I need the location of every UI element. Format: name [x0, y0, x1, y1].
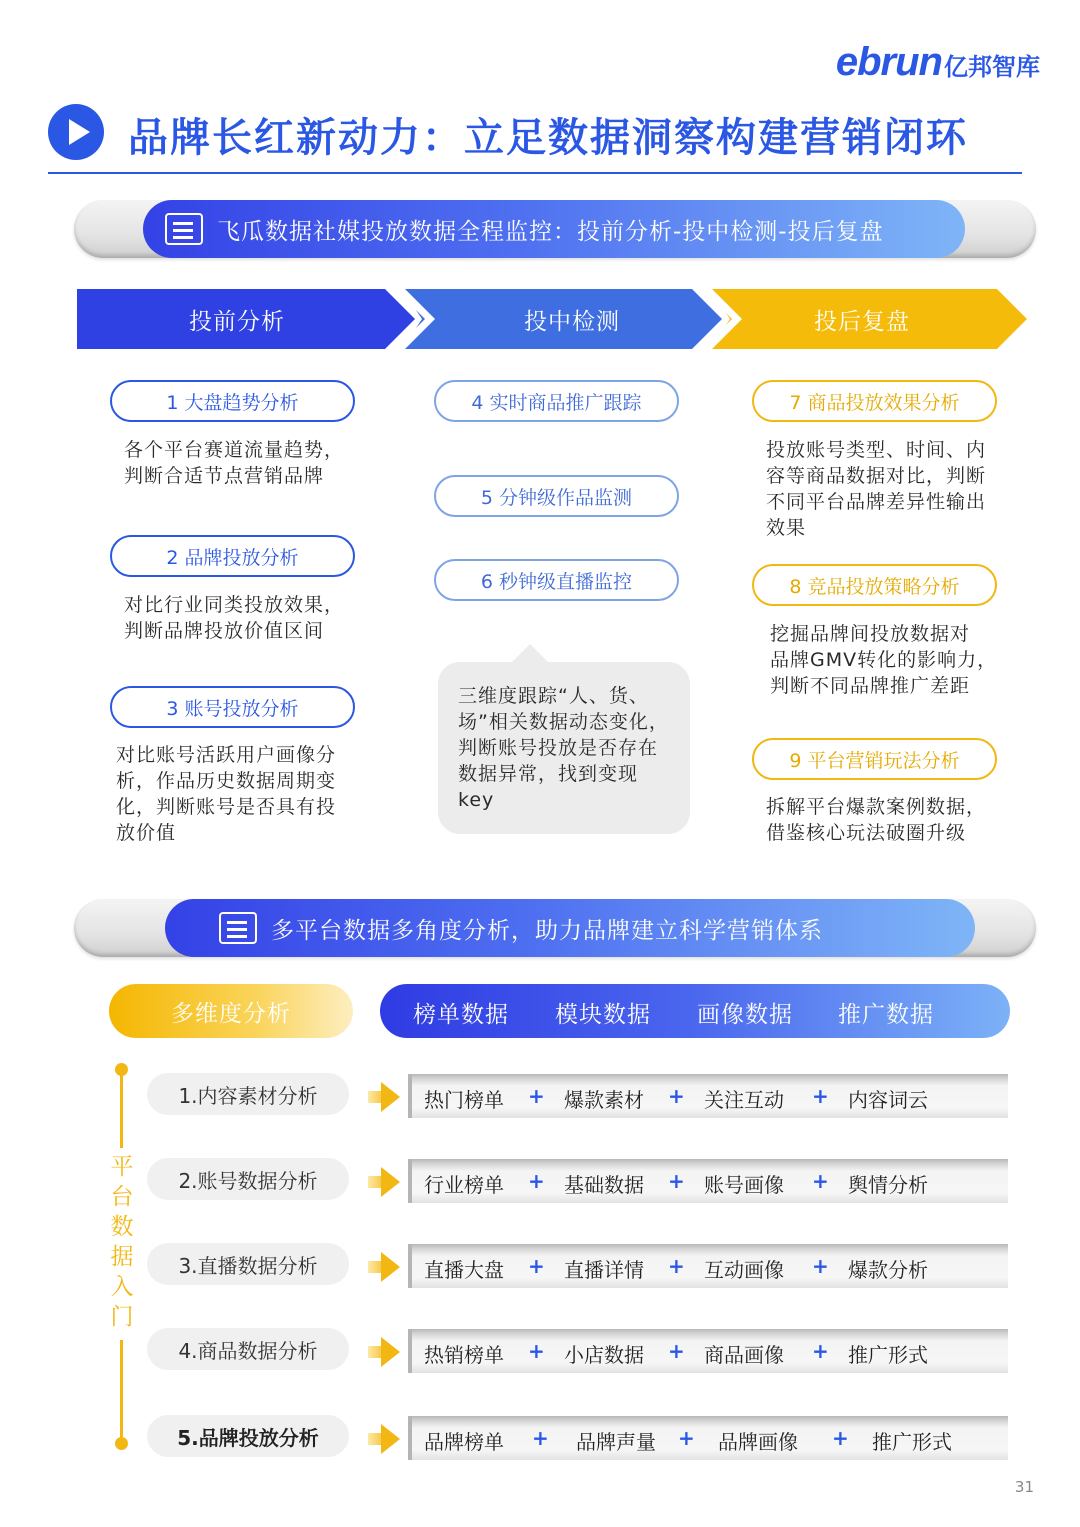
phase-flow [77, 289, 1027, 349]
row-2-items: 行业榜单 + 基础数据 + 账号画像 + 舆情分析 [408, 1159, 1008, 1203]
pre-item-3-pill: 3 账号投放分析 [110, 686, 355, 728]
multi-dimension-label: 多维度分析 [109, 984, 353, 1038]
pre-item-2-pill: 2 品牌投放分析 [110, 535, 355, 577]
logo-text-en: ebrun [835, 40, 942, 84]
phase-label-post: 投后复盘 [814, 308, 910, 335]
row-3-items: 直播大盘 + 直播详情 + 互动画像 + 爆款分析 [408, 1244, 1008, 1288]
row-5-items: 品牌榜单 + 品牌声量 + 品牌画像 + 推广形式 [408, 1416, 1008, 1460]
tab-promotion-data: 推广数据 [838, 1002, 934, 1028]
section1-banner [143, 200, 965, 258]
section2-banner [165, 899, 975, 957]
post-item-9-desc: 拆解平台爆款案例数据， 借鉴核心玩法破圈升级 [766, 796, 987, 844]
phase-label-mid: 投中检测 [524, 308, 620, 335]
arrow-right-icon [368, 1252, 402, 1282]
arrow-right-icon [368, 1082, 402, 1112]
pre-item-2-desc: 对比行业同类投放效果， 判断品牌投放价值区间 [124, 594, 345, 642]
section2-banner-text: 多平台数据多角度分析，助力品牌建立科学营销体系 [271, 917, 823, 944]
ebrun-logo [836, 40, 1040, 85]
row-3-label: 3.直播数据分析 [147, 1243, 349, 1285]
arrow-right-icon [368, 1424, 402, 1454]
arrow-right-icon [368, 1337, 402, 1367]
document-icon [165, 213, 203, 245]
row-2-label: 2.账号数据分析 [147, 1158, 349, 1200]
page-number: 31 [1014, 1478, 1034, 1496]
post-item-7-desc: 投放账号类型、时间、内 容等商品数据对比，判断 不同平台品牌差异性输出 效果 [766, 439, 987, 539]
axis-line-bottom [120, 1340, 123, 1440]
pre-item-1-pill: 1 大盘趋势分析 [110, 380, 355, 422]
play-icon [48, 104, 104, 160]
axis-label: 平 台 数 据 入 门 [110, 1154, 134, 1330]
row-5-label: 5.品牌投放分析 [147, 1415, 349, 1457]
tab-ranking-data: 榜单数据 [413, 1002, 509, 1028]
mid-item-5-pill: 5 分钟级作品监测 [434, 475, 679, 517]
mid-note-text: 三维度跟踪“人、货、 场”相关数据动态变化， 判断账号投放是否存在 数据异常，找到变现 key [458, 685, 669, 811]
mid-item-6-pill: 6 秒钟级直播监控 [434, 559, 679, 601]
post-item-9-pill: 9 平台营销玩法分析 [752, 738, 997, 780]
title-divider [48, 172, 1022, 174]
document-icon [219, 912, 257, 944]
row-1-label: 1.内容素材分析 [147, 1073, 349, 1115]
row-4-items: 热销榜单 + 小店数据 + 商品画像 + 推广形式 [408, 1329, 1008, 1373]
tab-portrait-data: 画像数据 [697, 1002, 793, 1028]
pre-item-1-desc: 各个平台赛道流量趋势， 判断合适节点营销品牌 [124, 439, 345, 487]
row-4-label: 4.商品数据分析 [147, 1328, 349, 1370]
post-item-8-pill: 8 竞品投放策略分析 [752, 564, 997, 606]
mid-item-4-pill: 4 实时商品推广跟踪 [434, 380, 679, 422]
row-1-items: 热门榜单 + 爆款素材 + 关注互动 + 内容词云 [408, 1074, 1008, 1118]
data-tabs-bar [380, 984, 1010, 1038]
pre-item-3-desc: 对比账号活跃用户画像分 析，作品历史数据周期变 化，判断账号是否具有投 放价值 [116, 744, 337, 844]
axis-dot-bottom [115, 1437, 128, 1450]
section1-banner-text: 飞瓜数据社媒投放数据全程监控：投前分析-投中检测-投后复盘 [217, 218, 884, 245]
logo-text-cn: 亿邦智库 [944, 53, 1040, 81]
page-title: 品牌长红新动力：立足数据洞察构建营销闭环 [128, 115, 968, 161]
post-item-7-pill: 7 商品投放效果分析 [752, 380, 997, 422]
phase-label-pre: 投前分析 [189, 308, 285, 335]
arrow-right-icon [368, 1167, 402, 1197]
tab-module-data: 模块数据 [555, 1002, 651, 1028]
axis-line-top [120, 1070, 123, 1148]
post-item-8-desc: 挖掘品牌间投放数据对 品牌GMV转化的影响力， 判断不同品牌推广差距 [770, 623, 998, 697]
